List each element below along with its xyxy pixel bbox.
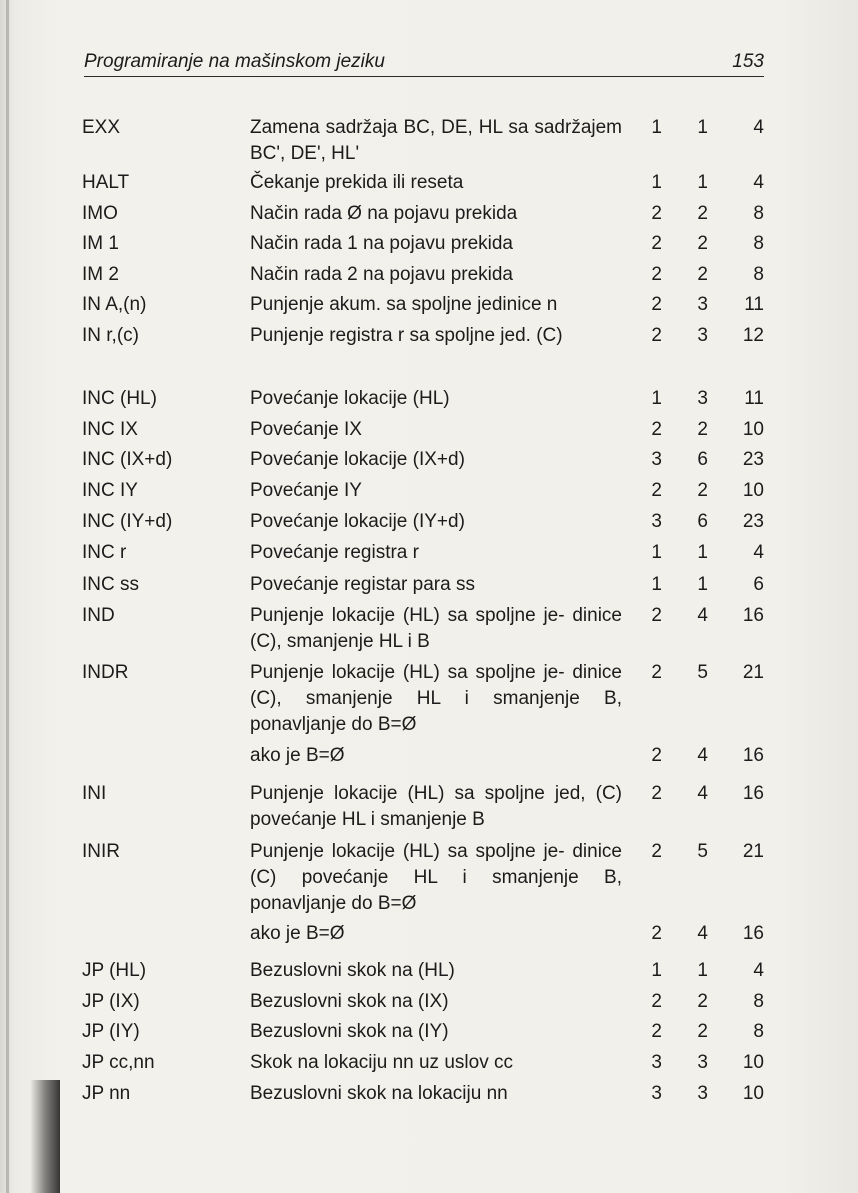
col-1-value: 1 [651, 172, 662, 193]
description: Bezuslovni skok na lokaciju nn [250, 1083, 508, 1104]
col-3-value: 11 [744, 388, 764, 409]
col-1-value: 2 [651, 233, 662, 254]
mnemonic: INIR [82, 841, 120, 862]
description: Povećanje lokacije (IY+d) [250, 511, 465, 532]
col-2-value: 1 [697, 542, 708, 563]
mnemonic: IM 1 [82, 233, 119, 254]
mnemonic: IM 2 [82, 264, 119, 285]
col-1-value: 2 [651, 419, 662, 440]
col-3-value: 4 [753, 960, 764, 981]
col-2-value: 4 [697, 783, 708, 804]
description: Punjenje lokacije (HL) sa spoljne jed, (C) povećanje HL i smanjenje B [250, 783, 622, 830]
mnemonic: INC (HL) [82, 388, 157, 409]
mnemonic: INC IX [82, 419, 138, 440]
col-3-value: 4 [753, 542, 764, 563]
col-2-value: 3 [697, 1083, 708, 1104]
col-2-value: 5 [697, 841, 708, 862]
mnemonic: IN r,(c) [82, 325, 139, 346]
mnemonic: INI [82, 783, 107, 804]
col-3-value: 6 [753, 574, 764, 595]
description: Punjenje lokacije (HL) sa spoljne je- dinice (C) povećanje HL i smanjenje B, ponavljanje do B=Ø [250, 841, 622, 914]
col-2-value: 3 [697, 294, 708, 315]
description: Čekanje prekida ili reseta [250, 172, 464, 193]
col-3-value: 21 [742, 662, 764, 683]
page-number: 153 [732, 51, 764, 72]
description: Povećanje registra r [250, 542, 419, 563]
description: Povećanje lokacije (HL) [250, 388, 450, 409]
col-3-value: 8 [753, 264, 764, 285]
col-3-value: 4 [753, 117, 764, 138]
col-2-value: 2 [697, 419, 708, 440]
col-1-value: 2 [651, 745, 662, 766]
description: Punjenje registra r sa spoljne jed. (C) [250, 325, 563, 346]
mnemonic: EXX [82, 117, 121, 138]
col-2-value: 1 [697, 574, 708, 595]
description: Skok na lokaciju nn uz uslov cc [250, 1052, 513, 1073]
col-3-value: 10 [742, 1052, 764, 1073]
description: ako je B=Ø [250, 745, 345, 766]
col-1-value: 1 [651, 960, 662, 981]
mnemonic: INC ss [82, 574, 139, 595]
mnemonic: INDR [82, 662, 129, 683]
col-2-value: 3 [697, 1052, 708, 1073]
col-1-value: 2 [651, 203, 662, 224]
col-3-value: 23 [742, 449, 764, 470]
col-1-value: 2 [651, 480, 662, 501]
col-3-value: 8 [753, 203, 764, 224]
description: Povećanje IX [250, 419, 362, 440]
col-2-value: 6 [697, 511, 708, 532]
description: Povećanje IY [250, 480, 362, 501]
col-3-value: 11 [744, 294, 764, 315]
col-2-value: 2 [697, 480, 708, 501]
col-1-value: 2 [651, 605, 662, 626]
col-1-value: 3 [651, 1083, 662, 1104]
col-3-value: 23 [742, 511, 764, 532]
mnemonic: INC (IY+d) [82, 511, 173, 532]
col-1-value: 3 [651, 511, 662, 532]
mnemonic: JP (HL) [82, 960, 147, 981]
col-2-value: 2 [697, 991, 708, 1012]
description: Punjenje lokacije (HL) sa spoljne je- dinice (C), smanjenje HL i smanjenje B, ponavljanje do B=Ø [250, 662, 622, 735]
col-1-value: 1 [651, 542, 662, 563]
mnemonic: IMO [82, 203, 118, 224]
description: Punjenje lokacije (HL) sa spoljne je- dinice (C), smanjenje HL i B [250, 605, 622, 652]
description: Način rada 2 na pojavu prekida [250, 264, 514, 285]
col-3-value: 16 [742, 783, 764, 804]
binding-edge [6, 0, 9, 1193]
description: Punjenje akum. sa spoljne jedinice n [250, 294, 558, 315]
col-2-value: 5 [697, 662, 708, 683]
col-1-value: 2 [651, 783, 662, 804]
col-1-value: 1 [651, 117, 662, 138]
mnemonic: JP (IX) [82, 991, 140, 1012]
col-3-value: 12 [742, 325, 764, 346]
header-title: Programiranje na mašinskom jeziku [84, 51, 385, 72]
col-3-value: 10 [742, 419, 764, 440]
col-3-value: 16 [742, 745, 764, 766]
mnemonic: INC r [82, 542, 127, 563]
col-1-value: 2 [651, 264, 662, 285]
col-2-value: 6 [697, 449, 708, 470]
col-2-value: 3 [697, 388, 708, 409]
col-3-value: 8 [753, 1021, 764, 1042]
col-1-value: 2 [651, 841, 662, 862]
col-2-value: 4 [697, 745, 708, 766]
description: Zamena sadržaja BC, DE, HL sa sadržajem BC', DE', HL' [250, 117, 622, 164]
description: Bezuslovni skok na (HL) [250, 960, 455, 981]
col-3-value: 4 [753, 172, 764, 193]
col-3-value: 21 [742, 841, 764, 862]
description: Način rada Ø na pojavu prekida [250, 203, 518, 224]
col-1-value: 2 [651, 325, 662, 346]
col-1-value: 2 [651, 662, 662, 683]
col-2-value: 3 [697, 325, 708, 346]
col-1-value: 2 [651, 1021, 662, 1042]
col-1-value: 2 [651, 923, 662, 944]
description: ako je B=Ø [250, 923, 345, 944]
description: Povećanje lokacije (IX+d) [250, 449, 465, 470]
col-3-value: 10 [742, 480, 764, 501]
col-3-value: 10 [742, 1083, 764, 1104]
col-1-value: 1 [651, 574, 662, 595]
col-2-value: 1 [697, 172, 708, 193]
mnemonic: INC IY [82, 480, 138, 501]
mnemonic: JP cc,nn [82, 1052, 155, 1073]
spine-shadow [30, 1080, 60, 1193]
mnemonic: JP (IY) [82, 1021, 140, 1042]
col-2-value: 1 [697, 117, 708, 138]
col-3-value: 16 [742, 605, 764, 626]
col-2-value: 4 [697, 923, 708, 944]
col-2-value: 2 [697, 233, 708, 254]
mnemonic: IND [82, 605, 115, 626]
mnemonic: JP nn [82, 1083, 131, 1104]
col-2-value: 2 [697, 264, 708, 285]
col-3-value: 16 [742, 923, 764, 944]
col-1-value: 3 [651, 449, 662, 470]
col-2-value: 1 [697, 960, 708, 981]
col-1-value: 2 [651, 991, 662, 1012]
col-3-value: 8 [753, 233, 764, 254]
description: Povećanje registar para ss [250, 574, 475, 595]
col-1-value: 1 [651, 388, 662, 409]
description: Bezuslovni skok na (IY) [250, 1021, 449, 1042]
col-1-value: 2 [651, 294, 662, 315]
col-1-value: 3 [651, 1052, 662, 1073]
mnemonic: IN A,(n) [82, 294, 147, 315]
mnemonic: HALT [82, 172, 130, 193]
col-2-value: 4 [697, 605, 708, 626]
description: Način rada 1 na pojavu prekida [250, 233, 514, 254]
description: Bezuslovni skok na (IX) [250, 991, 449, 1012]
mnemonic: INC (IX+d) [82, 449, 173, 470]
running-header [84, 50, 764, 77]
col-2-value: 2 [697, 1021, 708, 1042]
col-3-value: 8 [753, 991, 764, 1012]
col-2-value: 2 [697, 203, 708, 224]
